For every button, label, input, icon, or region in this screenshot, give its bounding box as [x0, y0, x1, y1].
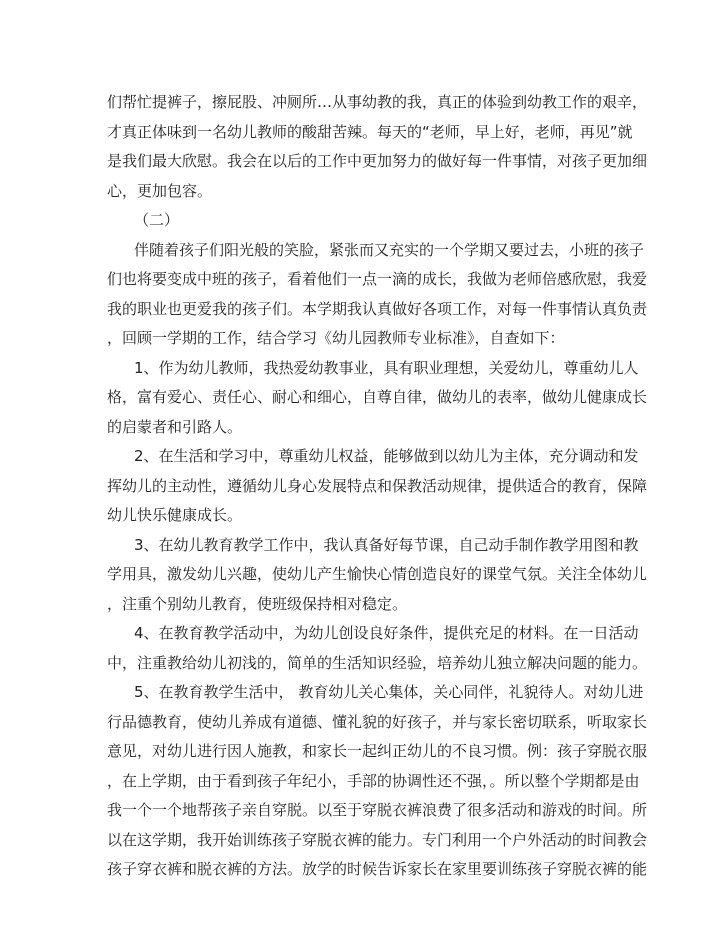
text-line: 心，更加包容。: [107, 181, 213, 200]
text-line: 们也将要变成中班的孩子，看着他们一点一滴的成长，我做为老师倍感欣慰，我爱: [107, 270, 648, 288]
text-line: 中，注重教给幼儿初浅的，简单的生活知识经验，培养幼儿独立解决问题的能力。: [107, 653, 648, 672]
text-line: 才真正体味到一名幼儿教师的酸甜苦辣。每天的“老师，早上好，老师，再见”就: [107, 122, 633, 141]
text-line: 行品德教育，使幼儿养成有道德、懂礼貌的好孩子，并与家长密切联系，听取家长: [107, 712, 648, 731]
text-line: 2、在生活和学习中，尊重幼儿权益，能够做到以幼儿为主体，充分调动和发: [134, 447, 639, 465]
text-line: 3、在幼儿教育教学工作中，我认真备好每节课，自己动手制作教学用图和教: [134, 535, 639, 554]
text-line: 1、作为幼儿教师，我热爱幼教事业，具有职业理想，关爱幼儿，尊重幼儿人: [134, 358, 639, 377]
text-line: 是我们最大欣慰。我会在以后的工作中更加努力的做好每一件事情，对孩子更加细: [107, 152, 648, 170]
text-line: 伴随着孩子们阳光般的笑脸，紧张而又充实的一个学期又要过去，小班的孩子: [134, 240, 645, 259]
text-line: ，在上学期，由于看到孩子年纪小，手部的协调性还不强，。所以整个学期都是由: [107, 771, 640, 790]
text-line: 我一个一个地帮孩子亲自穿脱。以至于穿脱衣裤浪费了很多活动和游戏的时间。所: [107, 801, 648, 819]
text-line: 挥幼儿的主动性，遵循幼儿身心发展特点和保教活动规律，提供适合的教育，保障: [107, 476, 648, 495]
text-line: 的启蒙者和引路人。: [107, 417, 243, 436]
text-line: 学用具，激发幼儿兴趣，使幼儿产生愉快心情创造良好的课堂气氛。关注全体幼儿: [107, 565, 648, 583]
text-line: 以在这学期，我开始训练孩子穿脱衣裤的能力。专门利用一个户外活动的时间教会: [107, 830, 648, 849]
text-line: 意见，对幼儿进行因人施教，和家长一起纠正幼儿的不良习惯。例：孩子穿脱衣服: [107, 742, 648, 760]
section-heading: （二）: [134, 211, 180, 229]
text-line: 幼儿快乐健康成长。: [107, 506, 243, 524]
text-line: ，注重个别幼儿教育，使班级保持相对稳定。: [107, 594, 408, 613]
text-line: ，回顾一学期的工作，结合学习《幼儿园教师专业标准》，自查如下：: [107, 329, 565, 347]
text-line: 孩子穿衣裤和脱衣裤的方法。放学的时候告诉家长在家里要训练孩子穿脱衣裤的能: [107, 860, 648, 878]
text-line: 我的职业也更爱我的孩子们。本学期我认真做好各项工作，对每一件事情认真负责: [107, 299, 648, 318]
document-page: [107, 88, 648, 885]
text-line: 们帮忙提裤子，擦屁股、冲厕所…从事幼教的我，真正的体验到幼教工作的艰辛，: [107, 93, 648, 111]
text-line: 5、在教育教学生活中， 教育幼儿关心集体，关心同伴，礼貌待人。对幼儿进: [134, 683, 644, 701]
text-line: 4、在教育教学活动中，为幼儿创设良好条件，提供充足的材料。在一日活动: [134, 624, 639, 642]
text-line: 格，富有爱心、责任心、耐心和细心，自尊自律，做幼儿的表率，做幼儿健康成长: [107, 388, 648, 406]
